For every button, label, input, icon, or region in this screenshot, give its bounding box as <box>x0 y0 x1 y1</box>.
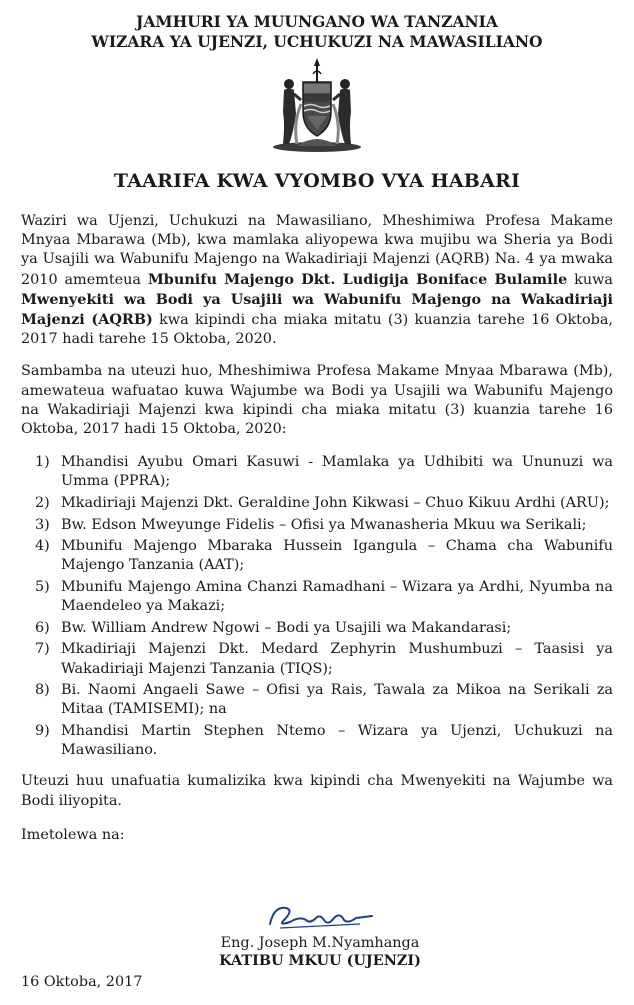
list-item-text: Bw. Edson Mweyunge Fidelis – Ofisi ya Mwanasheria Mkuu wa Serikali; <box>61 516 587 533</box>
chairman-position: Mwenyekiti wa Bodi ya Usajili wa Wabunifu Majengo na Wakadiriaji Majenzi (AQRB) <box>21 290 613 329</box>
list-item-text: Mhandisi Ayubu Omari Kasuwi - Mamlaka ya Udhibiti wa Ununuzi wa Umma (PPRA); <box>61 454 613 490</box>
list-item-number: 4) <box>35 538 50 555</box>
issued-by-label: Imetolewa na: <box>21 826 125 843</box>
handwritten-signature-icon <box>260 898 380 934</box>
para1-text-a: Waziri wa Ujenzi, Uchukuzi na Mawasiliano, Mheshimiwa Profesa Makame Mnyaa Mbarawa (Mb), kwa mamlaka aliyopewa kwa mujibu wa Sheria ya Bodi ya Usajili wa Wabunifu Majengo na Wakadiriaji Majenzi (AQRB) Na. 4 ya mwaka 2010 amemteua <box>21 213 613 288</box>
list-item <box>21 537 613 575</box>
list-item-text: Mbunifu Majengo Amina Chanzi Ramadhani – Wizara ya Ardhi, Nyumba na Maendeleo ya Makazi; <box>61 579 613 615</box>
closing-paragraph: Uteuzi huu unafuatia kumalizika kwa kipindi cha Mwenyekiti na Wajumbe wa Bodi iliyopita. <box>21 773 613 809</box>
list-item <box>21 516 613 535</box>
list-item-number: 5) <box>35 579 50 596</box>
list-item <box>21 681 613 719</box>
para1-text-e: kwa kipindi cha miaka mitatu (3) kuanzia tarehe 16 Oktoba, 2017 hadi tarehe 15 Oktoba, 2020. <box>21 312 613 348</box>
list-item-text: Mkadiriaji Majenzi Dkt. Geraldine John Kikwasi – Chuo Kikuu Ardhi (ARU); <box>61 495 610 512</box>
list-item-number: 8) <box>35 682 50 699</box>
list-item <box>21 722 613 760</box>
list-item-text: Bw. William Andrew Ngowi – Bodi ya Usajili wa Makandarasi; <box>61 619 512 636</box>
header-line-ministry: WIZARA YA UJENZI, UCHUKUZI NA MAWASILIANO <box>91 32 543 51</box>
list-item <box>21 578 613 616</box>
signatory-position: KATIBU MKUU (UJENZI) <box>219 952 421 969</box>
board-members-list <box>21 453 613 760</box>
list-item-number: 1) <box>35 454 50 471</box>
header-line-republic: JAMHURI YA MUUNGANO WA TANZANIA <box>136 12 498 31</box>
appointment-chairman-paragraph <box>21 212 613 349</box>
release-date: 16 Oktoba, 2017 <box>21 974 143 990</box>
para1-text-c: kuwa <box>567 271 613 288</box>
press-release-title: TAARIFA KWA VYOMBO VYA HABARI <box>113 170 521 192</box>
list-item-text: Bi. Naomi Angaeli Sawe – Ofisi ya Rais, Tawala za Mikoa na Serikali za Mitaa (TAMISEMI); na <box>61 682 613 718</box>
list-item-number: 6) <box>35 619 50 636</box>
signatory-name: Eng. Joseph M.Nyamhanga <box>220 935 420 951</box>
list-item-number: 2) <box>35 495 50 512</box>
signature-block <box>190 898 450 970</box>
list-item-number: 3) <box>35 516 50 533</box>
chairman-name: Mbunifu Majengo Dkt. Ludigija Boniface Bulamile <box>147 270 568 288</box>
members-intro-paragraph: Sambamba na uteuzi huo, Mheshimiwa Profesa Makame Mnyaa Mbarawa (Mb), amewateua wafuatao kuwa Wajumbe wa Bodi ya Usajili wa Wabunifu Majengo na Wakadiriaji Majenzi kwa kipindi cha miaka mitatu (3) kuanzia tarehe 16 Oktoba, 2017 hadi 15 Oktoba, 2020: <box>21 363 613 438</box>
tanzania-coat-of-arms-icon <box>267 54 367 154</box>
list-item-text: Mhandisi Martin Stephen Ntemo – Wizara ya Ujenzi, Uchukuzi na Mawasiliano. <box>61 723 613 759</box>
list-item-number: 9) <box>35 723 50 739</box>
list-item <box>21 453 613 491</box>
list-item-text: Mkadiriaji Majenzi Dkt. Medard Zephyrin Mushumbuzi – Taasisi ya Wakadiriaji Majenzi Tanzania (TIQS); <box>61 641 613 677</box>
list-item-number: 7) <box>35 641 50 658</box>
list-item <box>21 640 613 678</box>
document-header <box>21 0 613 52</box>
list-item-text: Mbunifu Majengo Mbaraka Hussein Igangula – Chama cha Wabunifu Majengo Tanzania (AAT); <box>61 538 613 574</box>
list-item <box>21 619 613 638</box>
list-item <box>21 494 613 513</box>
